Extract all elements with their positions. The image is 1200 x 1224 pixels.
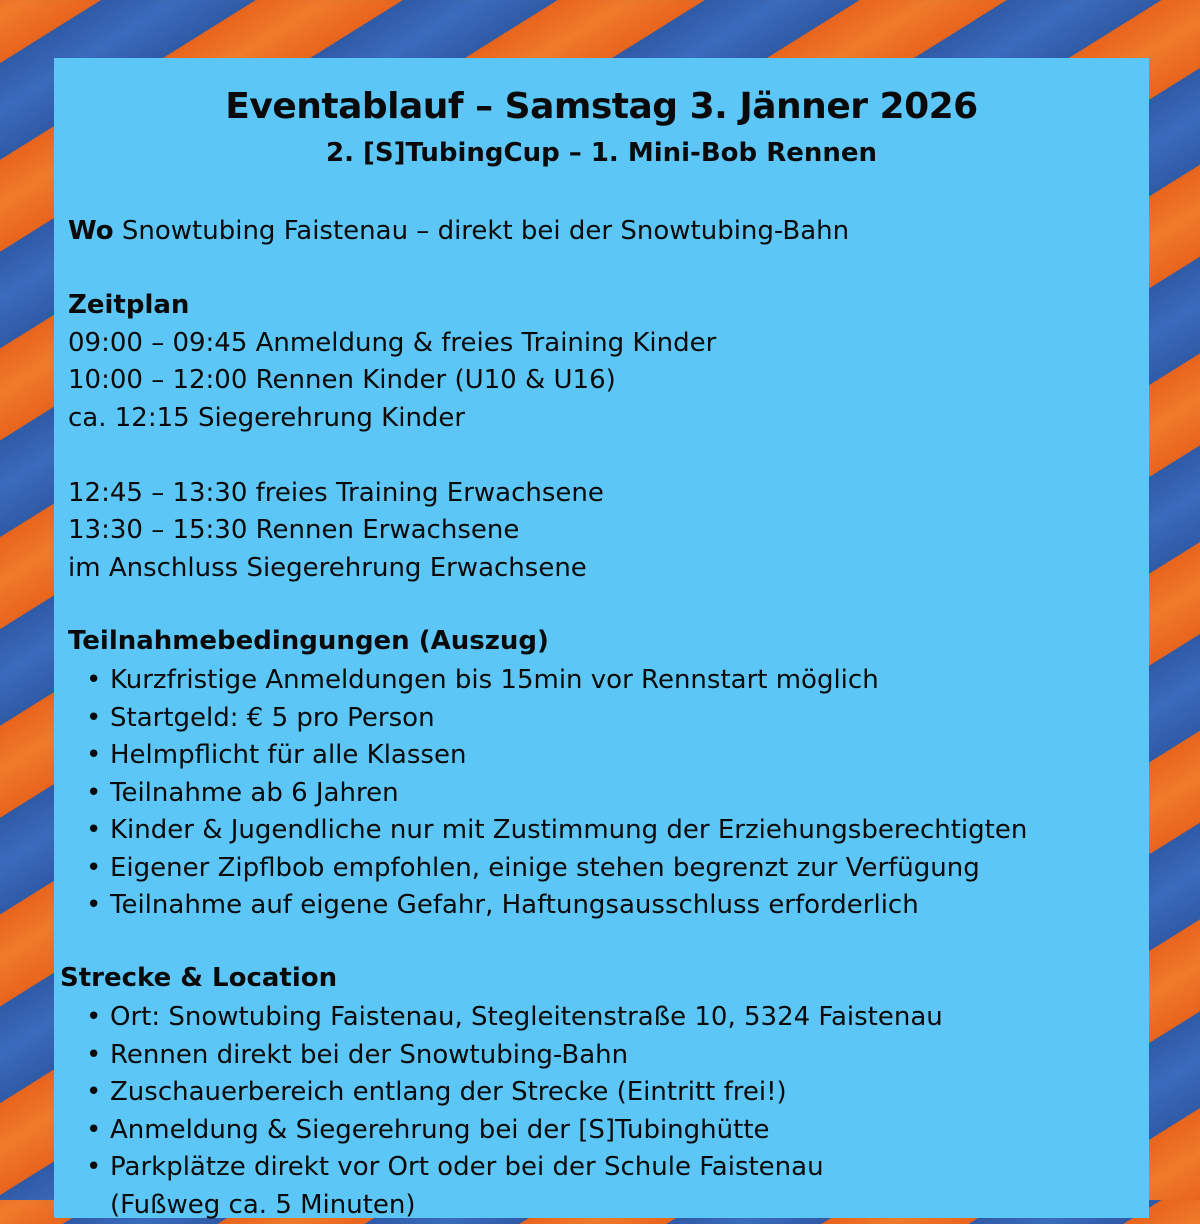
page-subtitle: 2. [S]TubingCup – 1. Mini-Bob Rennen (54, 138, 1149, 168)
bullet-icon: • (86, 1149, 101, 1187)
list-item: • Teilnahme auf eigene Gefahr, Haftungsausschluss erforderlich (68, 887, 1027, 925)
list-item: • Parkplätze direkt vor Ort oder bei der Schule Faistenau (68, 1149, 943, 1187)
conditions-list (68, 662, 1027, 925)
bullet-icon: • (86, 850, 101, 888)
page-title: Eventablauf – Samstag 3. Jänner 2026 (54, 86, 1149, 127)
bullet-icon: • (86, 1112, 101, 1150)
conditions-heading: Teilnahmebedingungen (Auszug) (68, 626, 549, 656)
list-item: • Zuschauerbereich entlang der Strecke (Eintritt frei!) (68, 1074, 943, 1112)
list-item: • Startgeld: € 5 pro Person (68, 700, 1027, 738)
bullet-icon: • (86, 812, 101, 850)
list-item: • Eigener Zipflbob empfohlen, einige stehen begrenzt zur Verfügung (68, 850, 1027, 888)
schedule-line: 13:30 – 15:30 Rennen Erwachsene (68, 513, 519, 547)
schedule-heading: Zeitplan (68, 290, 189, 320)
list-item: (Fußweg ca. 5 Minuten) (68, 1187, 943, 1224)
bullet-icon: • (86, 1074, 101, 1112)
bullet-icon: • (86, 887, 101, 925)
list-item: • Kinder & Jugendliche nur mit Zustimmung der Erziehungsberechtigten (68, 812, 1027, 850)
event-info-panel (54, 58, 1149, 1218)
schedule-line: im Anschluss Siegerehrung Erwachsene (68, 551, 587, 585)
list-item: • Teilnahme ab 6 Jahren (68, 775, 1027, 813)
schedule-line: 09:00 – 09:45 Anmeldung & freies Training Kinder (68, 326, 716, 360)
bullet-icon: • (86, 737, 101, 775)
list-item: • Anmeldung & Siegerehrung bei der [S]Tubinghütte (68, 1112, 943, 1150)
list-item: • Rennen direkt bei der Snowtubing-Bahn (68, 1037, 943, 1075)
bullet-icon: • (86, 700, 101, 738)
schedule-line: 12:45 – 13:30 freies Training Erwachsene (68, 476, 604, 510)
bullet-icon: • (86, 775, 101, 813)
bullet-icon: • (86, 662, 101, 700)
location-list (68, 999, 943, 1224)
schedule-line: 10:00 – 12:00 Rennen Kinder (U10 & U16) (68, 363, 616, 397)
where-line (68, 214, 849, 248)
location-heading: Strecke & Location (60, 963, 337, 993)
list-item: • Ort: Snowtubing Faistenau, Stegleitenstraße 10, 5324 Faistenau (68, 999, 943, 1037)
where-text: Snowtubing Faistenau – direkt bei der Snowtubing-Bahn (122, 216, 849, 246)
bullet-icon: • (86, 1037, 101, 1075)
schedule-line: ca. 12:15 Siegerehrung Kinder (68, 401, 465, 435)
list-item: • Helmpflicht für alle Klassen (68, 737, 1027, 775)
where-label: Wo (68, 216, 114, 246)
bullet-icon: • (86, 999, 101, 1037)
list-item: • Kurzfristige Anmeldungen bis 15min vor Rennstart möglich (68, 662, 1027, 700)
